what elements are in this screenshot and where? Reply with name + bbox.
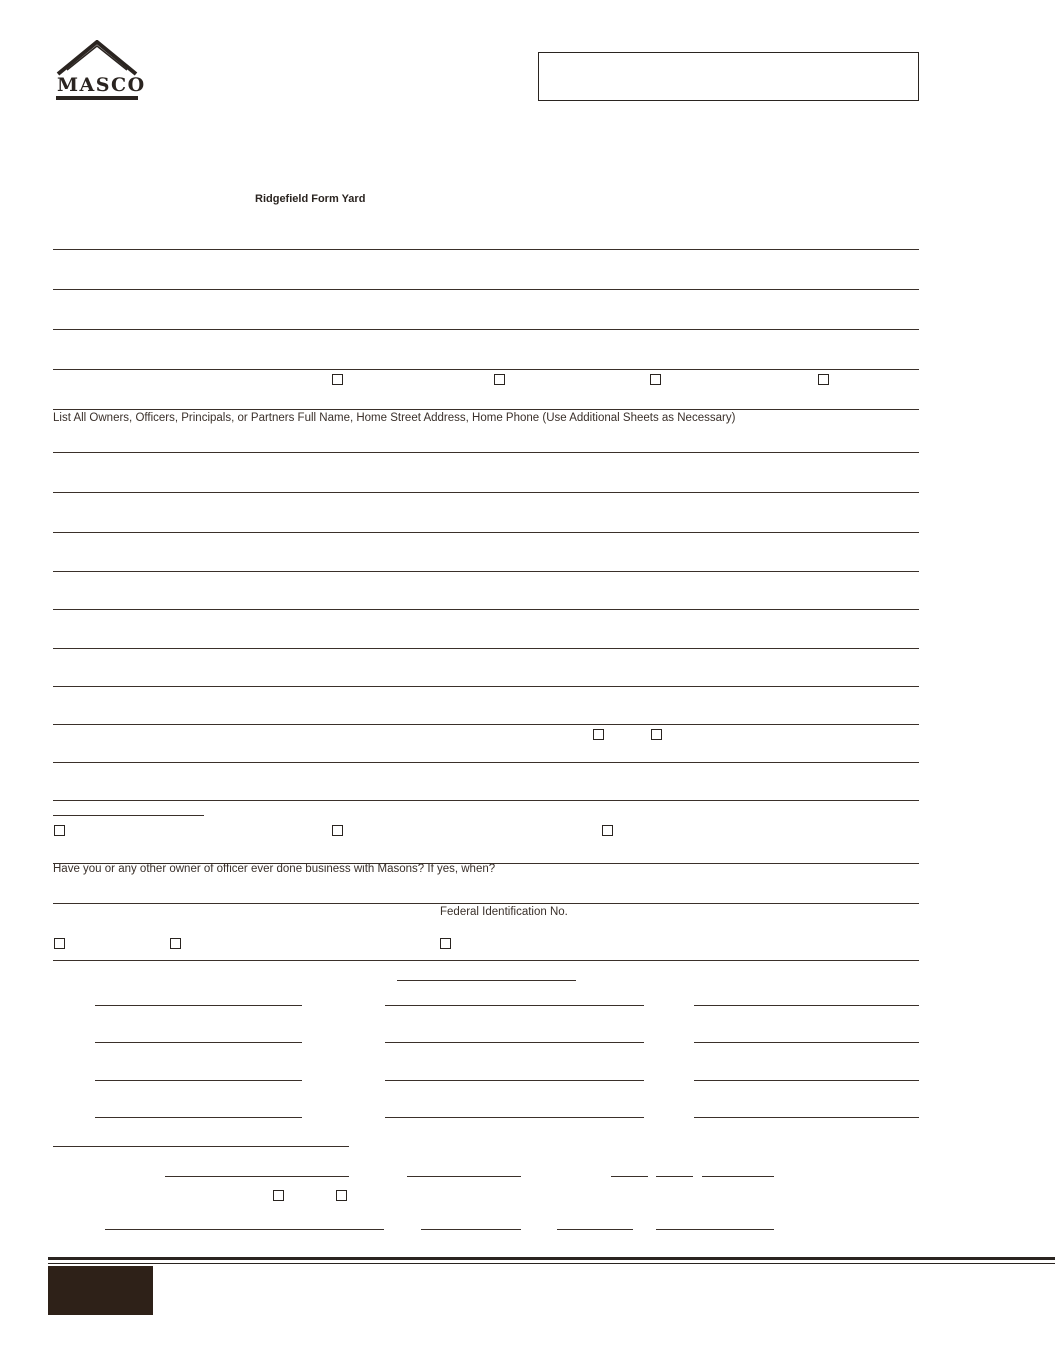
form-line[interactable] bbox=[53, 1146, 349, 1147]
date-field-day[interactable] bbox=[656, 1176, 693, 1177]
reference-field-right[interactable] bbox=[694, 1005, 919, 1006]
footer-rule-thick bbox=[48, 1257, 1055, 1260]
owner-line[interactable] bbox=[53, 686, 919, 687]
reference-field-middle[interactable] bbox=[385, 1005, 644, 1006]
yes-checkbox[interactable] bbox=[593, 729, 604, 740]
option-checkbox-3[interactable] bbox=[602, 825, 613, 836]
no-checkbox[interactable] bbox=[651, 729, 662, 740]
business-type-checkbox-1[interactable] bbox=[332, 374, 343, 385]
company-logo-text: MASCO bbox=[57, 74, 146, 96]
owners-instruction-label: List All Owners, Officers, Principals, or Partners Full Name, Home Street Address, Home Phone (Use Additional Sheets as Necessary) bbox=[53, 412, 736, 424]
approval-field-3[interactable] bbox=[557, 1229, 633, 1230]
owner-line[interactable] bbox=[53, 532, 919, 533]
header-entry-box[interactable] bbox=[538, 52, 919, 101]
form-line[interactable] bbox=[53, 289, 919, 290]
signature-field[interactable] bbox=[165, 1176, 349, 1177]
owner-line[interactable] bbox=[53, 609, 919, 610]
footer-rule-thin bbox=[48, 1263, 1055, 1264]
approval-field-2[interactable] bbox=[421, 1229, 521, 1230]
reference-field-middle[interactable] bbox=[385, 1042, 644, 1043]
reference-field-right[interactable] bbox=[694, 1080, 919, 1081]
date-field-year[interactable] bbox=[702, 1176, 774, 1177]
owner-line[interactable] bbox=[53, 648, 919, 649]
form-line[interactable] bbox=[53, 960, 919, 961]
reference-field-right[interactable] bbox=[694, 1117, 919, 1118]
owner-line[interactable] bbox=[53, 492, 919, 493]
reference-field-middle[interactable] bbox=[385, 1117, 644, 1118]
option-checkbox-1[interactable] bbox=[54, 825, 65, 836]
approval-field-4[interactable] bbox=[656, 1229, 774, 1230]
logo-underline bbox=[56, 96, 138, 100]
business-type-checkbox-2[interactable] bbox=[494, 374, 505, 385]
footer-page-block bbox=[48, 1266, 153, 1315]
short-form-line[interactable] bbox=[53, 815, 204, 816]
form-line[interactable] bbox=[53, 800, 919, 801]
tax-checkbox-2[interactable] bbox=[170, 938, 181, 949]
approval-signature-field[interactable] bbox=[105, 1229, 384, 1230]
prior-business-question: Have you or any other owner of officer ever done business with Masons? If yes, when? bbox=[53, 863, 496, 875]
reference-field-middle[interactable] bbox=[385, 1080, 644, 1081]
tax-checkbox-1[interactable] bbox=[54, 938, 65, 949]
yard-name: Ridgefield Form Yard bbox=[255, 193, 366, 205]
reference-field-left[interactable] bbox=[95, 1117, 302, 1118]
option-checkbox-2[interactable] bbox=[332, 825, 343, 836]
form-line[interactable] bbox=[53, 369, 919, 370]
form-line[interactable] bbox=[53, 762, 919, 763]
tax-checkbox-3[interactable] bbox=[440, 938, 451, 949]
approval-no-checkbox[interactable] bbox=[336, 1190, 347, 1201]
reference-field-left[interactable] bbox=[95, 1005, 302, 1006]
date-field-month[interactable] bbox=[611, 1176, 648, 1177]
business-type-checkbox-3[interactable] bbox=[650, 374, 661, 385]
federal-id-label: Federal Identification No. bbox=[440, 906, 568, 918]
title-field[interactable] bbox=[407, 1176, 521, 1177]
form-line[interactable] bbox=[53, 409, 919, 410]
form-line[interactable] bbox=[53, 249, 919, 250]
business-type-checkbox-4[interactable] bbox=[818, 374, 829, 385]
reference-field-left[interactable] bbox=[95, 1042, 302, 1043]
owner-line[interactable] bbox=[53, 452, 919, 453]
form-line[interactable] bbox=[53, 903, 919, 904]
approval-yes-checkbox[interactable] bbox=[273, 1190, 284, 1201]
owner-line[interactable] bbox=[53, 571, 919, 572]
form-line[interactable] bbox=[53, 329, 919, 330]
reference-field-right[interactable] bbox=[694, 1042, 919, 1043]
form-line[interactable] bbox=[53, 724, 919, 725]
reference-field-left[interactable] bbox=[95, 1080, 302, 1081]
section-heading-line bbox=[397, 980, 576, 981]
